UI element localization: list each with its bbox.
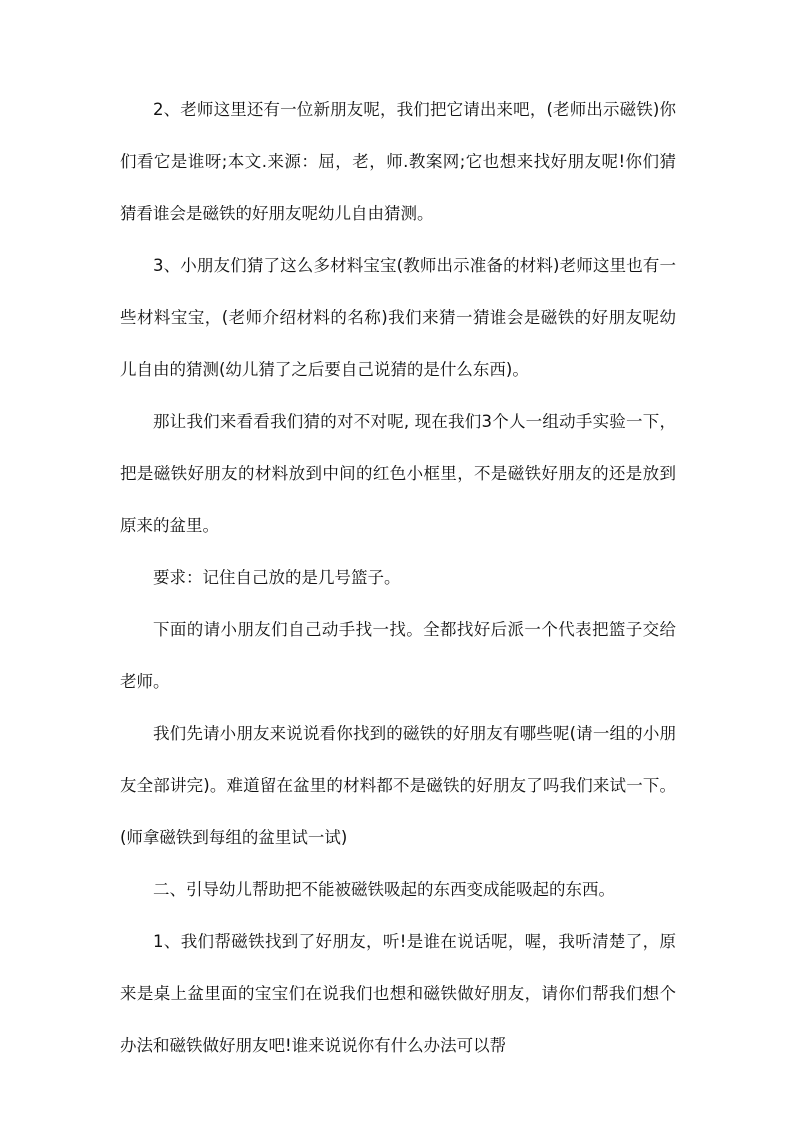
paragraph: 1、我们帮磁铁找到了好朋友，听!是谁在说话呢，喔，我听清楚了，原来是桌上盆里面的宝宝们在说我们也想和磁铁做好朋友，请你们帮我们想个办法和磁铁做好朋友吧!谁来说说你有什么办法可以帮 — [120, 932, 676, 1055]
paragraph: 那让我们来看看我们猜的对不对呢, 现在我们3个人一组动手实验一下，把是磁铁好朋友的材料放到中间的红色小框里，不是磁铁好朋友的还是放到原来的盆里。 — [120, 412, 676, 535]
document-body — [120, 84, 676, 1072]
paragraph: 我们先请小朋友来说说看你找到的磁铁的好朋友有哪些呢(请一组的小朋友全部讲完)。难道留在盆里的材料都不是磁铁的好朋友了吗我们来试一下。(师拿磁铁到每组的盆里试一试) — [120, 724, 676, 847]
paragraph: 下面的请小朋友们自己动手找一找。全都找好后派一个代表把篮子交给老师。 — [120, 620, 676, 691]
paragraph: 2、老师这里还有一位新朋友呢，我们把它请出来吧，(老师出示磁铁)你们看它是谁呀;本文.来源：屈，老，师.教案网;它也想来找好朋友呢!你们猜猜看谁会是磁铁的好朋友呢幼儿自由猜测。 — [120, 100, 676, 223]
paragraph: 要求：记住自己放的是几号篮子。 — [153, 568, 401, 587]
paragraph: 3、小朋友们猜了这么多材料宝宝(教师出示准备的材料)老师这里也有一些材料宝宝，(老师介绍材料的名称)我们来猜一猜谁会是磁铁的好朋友呢幼儿自由的猜测(幼儿猜了之后要自己说猜的是什么东西)。 — [120, 256, 676, 379]
paragraph: 二、引导幼儿帮助把不能被磁铁吸起的东西变成能吸起的东西。 — [153, 880, 615, 899]
